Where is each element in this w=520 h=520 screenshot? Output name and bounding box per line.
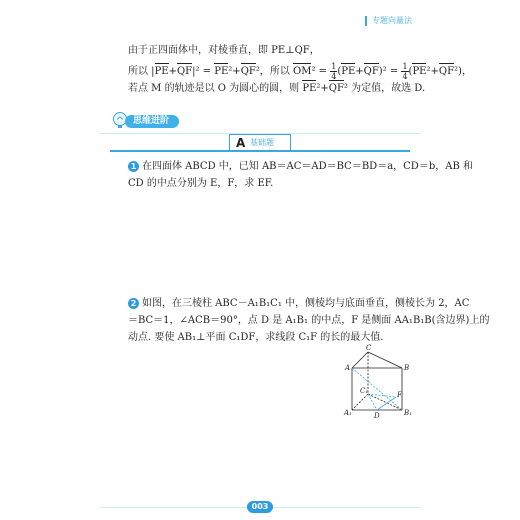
text: ² [255, 66, 260, 77]
text: ( [408, 66, 413, 77]
text: ，所以 [259, 66, 294, 77]
question-2-line-3: 动点. 要使 AB₁⊥平面 C₁DF，求线段 C₁F 的长的最大值. [128, 332, 384, 343]
vector-qf: QF [176, 66, 193, 77]
question-text: 如图，在三棱柱 ABC－A₁B₁C₁ 中，侧棱均与底面垂直，侧棱长为 2，AC [142, 298, 470, 309]
fraction-denominator: 4 [402, 72, 408, 81]
fraction-numerator: 1 [402, 62, 408, 71]
edge [352, 352, 368, 368]
vector-pe: PE [154, 66, 169, 77]
text: ( [337, 66, 342, 77]
plus: + [168, 66, 177, 77]
level-title: 基础题 [250, 138, 274, 147]
section-title: 思维进阶 [125, 115, 179, 128]
vector-qf: QF [363, 66, 379, 77]
text: ² [343, 83, 348, 94]
segment [368, 394, 396, 397]
question-1-line-2: CD 的中点分别为 E，F，求 EF. [128, 178, 274, 189]
label-d: D [374, 412, 380, 420]
fraction-numerator: 1 [331, 62, 337, 71]
vector-qf: QF [328, 83, 344, 94]
text: ² [311, 66, 316, 77]
vector-pe: PE [302, 83, 317, 94]
label-c1: C₁ [360, 387, 369, 395]
vector-pe: PE [341, 66, 356, 77]
vector-qf: QF [240, 66, 256, 77]
vector-pe: PE [412, 66, 427, 77]
label-a: A [345, 364, 351, 372]
question-1-line-1 [128, 160, 473, 174]
level-letter: A [236, 136, 246, 150]
question-2-line-2: ＝BC＝1，∠ACB＝90°，点 D 是 A₁B₁ 的中点，F 是侧面 AA₁B₁B(含边界)上的 [128, 315, 490, 326]
label-b: B [404, 364, 410, 372]
label-c: C [366, 344, 372, 352]
edge [368, 352, 402, 368]
solution-line-2 [128, 62, 472, 81]
plus: + [355, 66, 364, 77]
prism-figure [338, 340, 418, 422]
label-a1: A₁ [344, 409, 352, 417]
text: = [315, 66, 331, 77]
text: 所以 | [128, 66, 155, 77]
plus: + [430, 66, 439, 77]
vector-qf: QF [438, 66, 455, 77]
plus: + [320, 83, 329, 94]
text: )² = [378, 66, 402, 77]
text: )， [458, 66, 472, 77]
question-number-badge: 2 [128, 298, 139, 309]
question-number-badge: 1 [128, 161, 139, 172]
section-heading [111, 111, 231, 131]
running-header [0, 6, 520, 30]
hidden-edge [352, 394, 368, 410]
fraction-denominator: 4 [331, 72, 337, 81]
vector-pe: PE [214, 66, 229, 77]
solution-line-3 [128, 82, 425, 96]
text: 若点 M 的轨迹是以 O 为圆心的圆，则 [128, 83, 303, 94]
text: ² [316, 83, 321, 94]
question-text: 在四面体 ABCD 中，已知 AB＝AC＝AD＝BC＝BD＝a，CD＝b，AB 和 [142, 161, 473, 172]
page-footer [0, 497, 520, 520]
label-f: F [397, 391, 402, 399]
text: ² [228, 66, 233, 77]
level-divider [110, 150, 410, 152]
text: 为定值，故选 D. [347, 83, 426, 94]
question-2-line-1 [128, 297, 469, 311]
text: |² = [192, 66, 215, 77]
text: ² [426, 66, 431, 77]
header-accent-bar [365, 16, 367, 26]
running-title: 专题向量法 [372, 16, 412, 25]
vector-om: OM [293, 66, 312, 77]
text: ² [454, 66, 459, 77]
label-b1: B₁ [404, 409, 412, 417]
page-number: 003 [247, 501, 273, 513]
segment [377, 397, 396, 410]
solution-line-1: 由于正四面体中，对棱垂直，即 PE⊥QF， [128, 45, 320, 56]
fraction [401, 62, 408, 81]
plus: + [232, 66, 241, 77]
